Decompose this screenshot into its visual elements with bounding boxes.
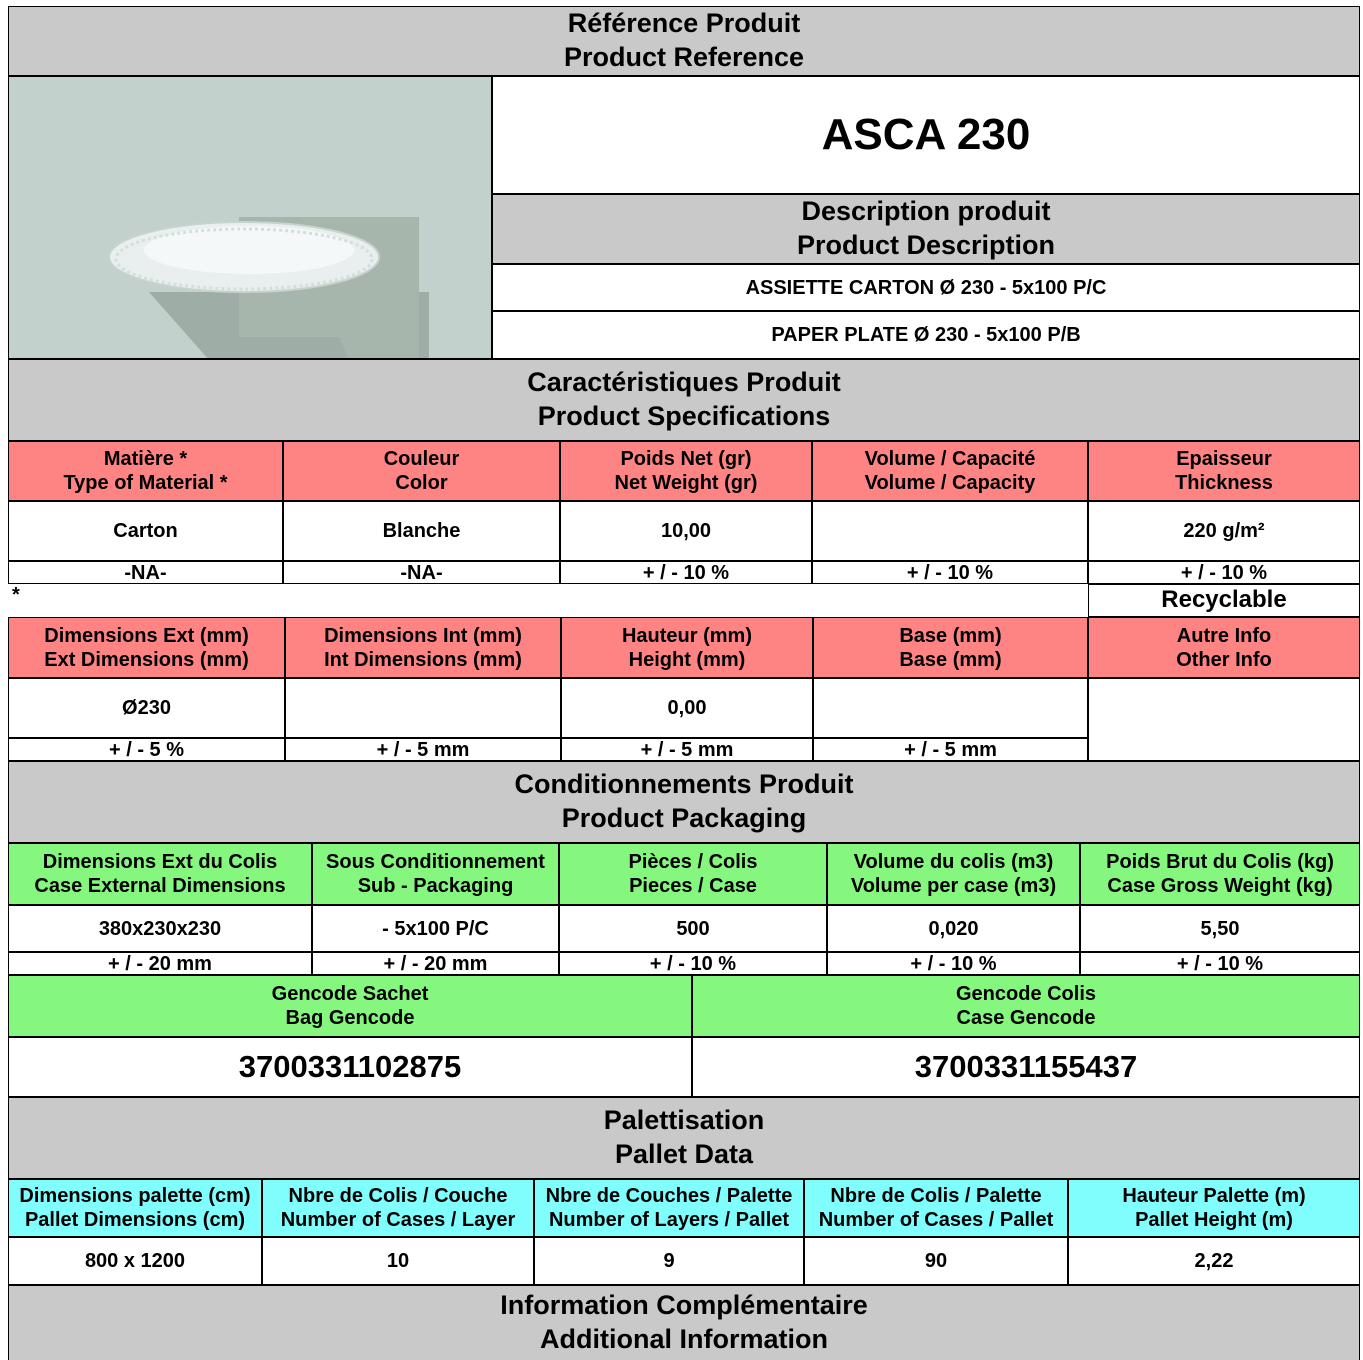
spec-value-net-weight [560,501,812,561]
reference-text: ASCA 230 [821,109,1031,159]
gencode-case-header [692,975,1360,1037]
value-text: 0,020 [928,917,979,940]
spec-header-other-info [1088,617,1360,678]
header-line: Volume / Capacité [864,448,1036,470]
pallet-title-fr: Palettisation [603,1105,765,1136]
header-line: Epaisseur [1176,448,1272,470]
tolerance-text: -NA- [124,562,167,584]
tolerance-text: + / - 5 mm [376,739,470,761]
recyclable-label [1088,584,1360,617]
tolerance-text: -NA- [400,562,443,584]
spec-value-volume [812,501,1088,561]
header-line: Hauteur (mm) [621,624,752,647]
description-en-text: PAPER PLATE Ø 230 - 5x100 P/B [771,324,1081,346]
header-line: Volume du colis (m3) [853,851,1054,873]
tolerance-text: + / - 10 % [906,562,994,584]
spec-value-color [283,501,560,561]
pallet-title-en: Pallet Data [614,1139,754,1169]
additional-title-fr: Information Complémentaire [500,1290,868,1321]
header-line: Gencode Sachet [271,983,429,1005]
header-line: Case External Dimensions [34,875,286,897]
pallet-header [8,1097,1360,1179]
spec-header-color [283,441,560,501]
tolerance-text: + / - 10 % [649,953,737,975]
value-text: 500 [676,917,710,940]
spec-tol-volume [812,561,1088,584]
tolerance-text: + / - 20 mm [108,953,212,975]
pack-tol-sub-packaging [312,952,559,975]
header-line: Sub - Packaging [357,875,514,897]
header-line: Case Gencode [956,1007,1096,1029]
pallet-header-cases-pallet [804,1179,1068,1237]
spec-value-other-info [1088,678,1360,761]
pack-tol-case-volume [827,952,1080,975]
tolerance-text: + / - 10 % [910,953,997,975]
header-line: Ext Dimensions (mm) [44,648,249,671]
header-line: Volume per case (m3) [850,875,1057,897]
barcode-number: 3700331155437 [914,1049,1138,1085]
spec-header-height [561,617,813,678]
description-header [492,194,1360,264]
header-line: Height (mm) [628,648,746,671]
header-line: Dimensions Ext du Colis [42,851,278,873]
packaging-header [8,761,1360,843]
spec-tol-base [813,738,1088,761]
value-text: 220 g/m² [1183,520,1265,542]
tolerance-text: + / - 10 % [1176,953,1264,975]
spec-tol-height [561,738,813,761]
description-title-fr: Description produit [801,196,1051,227]
gencode-case-value [692,1037,1360,1097]
pack-tol-pieces-case [559,952,827,975]
value-text: 5,50 [1200,917,1240,940]
value-text: Blanche [382,520,461,542]
pallet-header-height [1068,1179,1360,1237]
value-text: Carton [113,520,178,542]
pack-header-sub-packaging [312,843,559,905]
value-text: 10,00 [660,520,712,542]
pallet-value-height [1068,1237,1360,1285]
pack-tol-case-dimensions [8,952,312,975]
header-line: Other Info [1176,648,1272,671]
header-line: Nbre de Colis / Palette [830,1185,1042,1207]
value-text: 800 x 1200 [84,1250,186,1272]
pack-value-gross-weight [1080,905,1360,952]
pallet-value-cases-layer [262,1237,534,1285]
spec-tol-thickness [1088,561,1360,584]
header-line: Number of Cases / Layer [280,1209,516,1231]
pack-header-case-dimensions [8,843,312,905]
gencode-bag-value [8,1037,692,1097]
value-text: 9 [663,1250,675,1272]
tolerance-text: + / - 5 mm [640,739,734,761]
paper-plate-image [9,77,492,359]
spec-value-material [8,501,283,561]
value-text: 90 [924,1250,948,1272]
description-fr [492,264,1360,311]
spec-header-base [813,617,1088,678]
pack-value-pieces-case [559,905,827,952]
value-text: 10 [386,1250,410,1272]
header-line: Number of Layers / Pallet [548,1209,790,1231]
header-line: Int Dimensions (mm) [324,648,522,671]
pack-value-case-dimensions [8,905,312,952]
header-line: Bag Gencode [285,1007,415,1029]
value-text: 380x230x230 [98,917,222,940]
header-line: Poids Net (gr) [620,448,752,470]
header-line: Base (mm) [899,648,1002,671]
header-line: Sous Conditionnement [326,851,545,873]
pack-value-sub-packaging [312,905,559,952]
header-line: Pieces / Case [629,875,757,897]
spec-header-volume [812,441,1088,501]
spec-tol-material [8,561,283,584]
pack-tol-gross-weight [1080,952,1360,975]
specs-title-en: Product Specifications [537,401,831,431]
header-line: Net Weight (gr) [614,472,758,494]
spec-tol-net-weight [560,561,812,584]
header-line: Gencode Colis [955,983,1097,1005]
spec-header-int-dimensions [285,617,561,678]
header-line: Matière * [103,448,188,470]
header-line: Pièces / Colis [628,851,758,873]
product-reference-value [492,76,1360,194]
specifications-header [8,359,1360,441]
value-text: 0,00 [667,697,707,719]
header-line: Color [395,472,448,494]
spec-value-thickness [1088,501,1360,561]
header-line: Thickness [1175,472,1273,494]
header-en: Product Reference [563,42,805,72]
header-line: Poids Brut du Colis (kg) [1106,851,1334,873]
tolerance-text: + / - 5 % [108,739,185,761]
header-line: Pallet Dimensions (cm) [24,1209,246,1231]
header-line: Case Gross Weight (kg) [1107,875,1333,897]
header-fr: Référence Produit [567,8,801,39]
pack-value-case-volume [827,905,1080,952]
header-line: Couleur [383,448,460,470]
pack-header-gross-weight [1080,843,1360,905]
spec-tol-color [283,561,560,584]
tolerance-text: + / - 10 % [1180,562,1268,584]
tolerance-text: + / - 20 mm [383,953,488,975]
header-line: Autre Info [1176,624,1272,647]
header-line: Volume / Capacity [864,472,1036,494]
spec-tol-int-dimensions [285,738,561,761]
spec-header-ext-dimensions [8,617,285,678]
header-line: Dimensions Int (mm) [324,624,522,647]
additional-title-en: Additional Information [540,1324,828,1354]
description-fr-text: ASSIETTE CARTON Ø 230 - 5x100 P/C [745,276,1107,299]
footnote-mark: * [12,584,20,606]
spec-header-material [8,441,283,501]
pack-header-pieces-case [559,843,827,905]
specs-title-fr: Caractéristiques Produit [527,367,841,398]
header-line: Base (mm) [899,624,1002,647]
description-title-en: Product Description [796,230,1056,260]
tolerance-text: + / - 10 % [642,562,730,584]
product-reference-header [8,6,1360,76]
header-line: Hauteur Palette (m) [1122,1185,1306,1207]
product-photo [8,76,492,359]
spec-value-base [813,678,1088,738]
packaging-title-en: Product Packaging [561,803,807,833]
pack-header-case-volume [827,843,1080,905]
spec-header-net-weight [560,441,812,501]
spec-tol-ext-dimensions [8,738,285,761]
packaging-title-fr: Conditionnements Produit [514,769,854,800]
product-sheet [8,6,1360,1360]
tolerance-text: + / - 5 mm [904,739,997,761]
header-line: Dimensions Ext (mm) [44,624,249,647]
recyclable-text: Recyclable [1161,586,1287,614]
spec-value-height [561,678,813,738]
header-line: Pallet Height (m) [1135,1209,1293,1231]
barcode-number: 3700331102875 [238,1049,462,1085]
header-line: Type of Material * [63,472,228,494]
value-text: 2,22 [1194,1250,1234,1272]
additional-info-header [8,1285,1360,1360]
spec-value-int-dimensions [285,678,561,738]
pallet-value-layers-pallet [534,1237,804,1285]
header-line: Dimensions palette (cm) [19,1185,251,1207]
description-en [492,311,1360,359]
pallet-value-cases-pallet [804,1237,1068,1285]
gencode-bag-header [8,975,692,1037]
header-line: Number of Cases / Pallet [818,1209,1054,1231]
header-line: Nbre de Colis / Couche [288,1185,508,1207]
spec-header-thickness [1088,441,1360,501]
pallet-header-dimensions [8,1179,262,1237]
value-text: Ø230 [122,697,171,719]
spec-value-ext-dimensions [8,678,285,738]
header-line: Nbre de Couches / Palette [545,1185,793,1207]
pallet-header-layers-pallet [534,1179,804,1237]
pallet-header-cases-layer [262,1179,534,1237]
pallet-value-dimensions [8,1237,262,1285]
value-text: - 5x100 P/C [382,917,489,940]
